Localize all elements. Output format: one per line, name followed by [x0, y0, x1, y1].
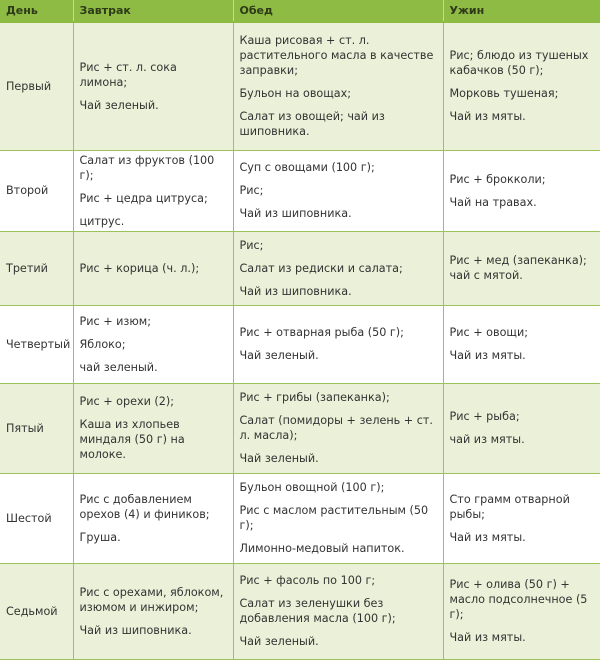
meal-item: Салат (помидоры + зелень + ст. л. масла); [239, 414, 433, 442]
meal-item: Рис + цедра цитруса; [79, 191, 208, 205]
table-row [0, 150, 600, 231]
meal-item: Яблоко; [79, 337, 126, 351]
cell-breakfast [73, 383, 233, 473]
meal-item: Чай из шиповника. [79, 623, 192, 637]
cell-lunch [233, 150, 443, 231]
meal-item: Бульон на овощах; [239, 87, 352, 101]
header-row [0, 0, 600, 22]
cell-breakfast [73, 305, 233, 383]
cell-lunch [233, 473, 443, 563]
meal-item: Салат из фруктов (100 г); [79, 153, 215, 182]
cell-lunch [233, 305, 443, 383]
cell-day: Четвертый [0, 305, 73, 383]
table-row [0, 231, 600, 305]
header-dinner: Ужин [443, 0, 600, 22]
cell-lunch [233, 22, 443, 150]
cell-dinner [443, 563, 600, 659]
meal-item: Чай зеленый. [239, 349, 319, 362]
meal-item: Каша рисовая + ст. л. растительного масла в качестве заправки; [239, 34, 434, 78]
cell-breakfast [73, 563, 233, 659]
cell-dinner [443, 22, 600, 150]
meal-item: Рис + олива (50 г) + масло подсолнечное (5 г); [449, 578, 588, 621]
header-lunch: Обед [233, 0, 443, 22]
meal-item: Рис; [239, 184, 264, 197]
meal-item: Рис + фасоль по 100 г; [239, 574, 376, 587]
meal-item: Рис + брокколи; [449, 172, 546, 186]
header-breakfast: Завтрак [73, 0, 233, 22]
meal-item: Морковь тушеная; [449, 87, 559, 101]
cell-day: Пятый [0, 383, 73, 473]
meal-item: Груша. [79, 530, 121, 544]
cell-breakfast [73, 150, 233, 231]
meal-item: Чай зеленый. [79, 98, 159, 112]
meal-item: Сто грамм отварной рыбы; [449, 492, 570, 521]
meal-item: Салат из редиски и салата; [239, 261, 403, 275]
meal-item: чай зеленый. [79, 360, 158, 374]
meal-item: Чай зеленый. [239, 635, 319, 648]
cell-breakfast [73, 231, 233, 305]
meal-item: Рис + грибы (запеканка); [239, 391, 390, 404]
cell-day: Третий [0, 231, 73, 305]
meal-item: цитрус. [79, 214, 125, 228]
meal-item: Рис + изюм; [79, 314, 152, 328]
meal-item: Чай из мяты. [449, 530, 526, 544]
cell-breakfast [73, 22, 233, 150]
meal-item: Рис + овощи; [449, 326, 529, 339]
meal-item: Суп с овощами (100 г); [239, 161, 375, 174]
cell-dinner [443, 231, 600, 305]
table-row [0, 305, 600, 383]
header-day: День [0, 0, 73, 22]
cell-day: Шестой [0, 473, 73, 563]
meal-item: Рис + мед (запеканка); чай с мятой. [449, 254, 587, 282]
cell-breakfast [73, 473, 233, 563]
meal-item: Чай из шиповника. [239, 284, 352, 298]
cell-lunch [233, 231, 443, 305]
cell-dinner [443, 305, 600, 383]
meal-item: Рис; блюдо из тушеных кабачков (50 г); [449, 49, 589, 78]
meal-item: Салат из зеленушки без добавления масла (100 г); [239, 597, 396, 625]
table-row [0, 473, 600, 563]
meal-item: Рис + корица (ч. л.); [79, 261, 200, 275]
cell-lunch [233, 383, 443, 473]
cell-dinner [443, 473, 600, 563]
meal-item: Рис + отварная рыба (50 г); [239, 326, 404, 339]
cell-dinner [443, 383, 600, 473]
meal-item: Чай зеленый. [239, 452, 319, 465]
meal-item: Чай из мяты. [449, 631, 526, 644]
meal-item: Рис + рыба; [449, 410, 520, 423]
meal-item: чай из мяты. [449, 433, 525, 446]
meal-item: Бульон овощной (100 г); [239, 481, 385, 494]
meal-item: Чай из шиповника. [239, 207, 352, 220]
cell-day: Второй [0, 150, 73, 231]
cell-day: Седьмой [0, 563, 73, 659]
meal-item: Чай на травах. [449, 195, 537, 209]
meal-item: Рис; [239, 238, 264, 252]
table-row [0, 563, 600, 659]
table-row [0, 383, 600, 473]
meal-item: Рис с орехами, яблоком, изюмом и инжиром; [79, 585, 224, 614]
meal-item: Рис + орехи (2); [79, 395, 175, 408]
meal-item: Каша из хлопьев миндаля (50 г) на молоке. [79, 418, 185, 461]
meal-item: Чай из мяты. [449, 110, 526, 124]
meal-item: Рис с добавлением орехов (4) и фиников; [79, 492, 210, 521]
meal-item: Лимонно-медовый напиток. [239, 542, 405, 555]
meal-item: Чай из мяты. [449, 349, 526, 362]
meal-item: Салат из овощей; чай из шиповника. [239, 110, 385, 139]
cell-lunch [233, 563, 443, 659]
cell-dinner [443, 150, 600, 231]
table-row [0, 22, 600, 150]
meal-item: Рис + ст. л. сока лимона; [79, 60, 177, 89]
cell-day: Первый [0, 22, 73, 150]
meal-item: Рис с маслом растительным (50 г); [239, 504, 429, 532]
